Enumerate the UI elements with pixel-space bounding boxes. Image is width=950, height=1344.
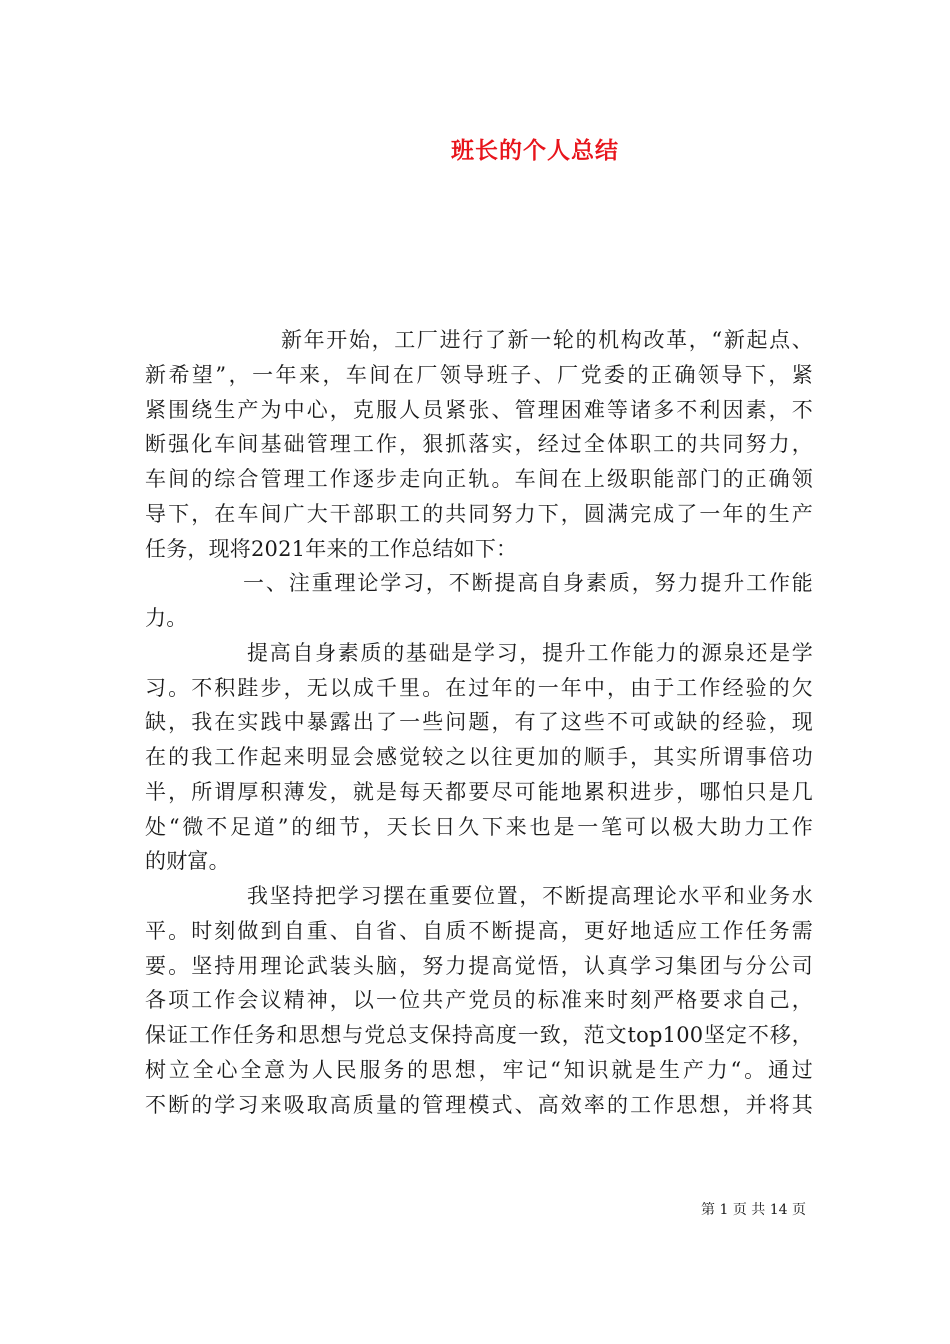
paragraph-line: 平。时刻做到自重、自省、自质不断提高，更好地适应工作任务需 xyxy=(145,918,813,943)
paragraph-line: 车间的综合管理工作逐步走向正轨。车间在上级职能部门的正确领 xyxy=(145,467,813,491)
paragraph-line: 半，所谓厚积薄发，就是每天都要尽可能地累积进步，哪怕只是几 xyxy=(145,779,813,804)
section-heading-line: 一、注重理论学习，不断提高自身素质，努力提升工作能 xyxy=(243,571,813,596)
paragraph-line: 断强化车间基础管理工作，狠抓落实，经过全体职工的共同努力， xyxy=(145,432,813,457)
document-title: 班长的个人总结 xyxy=(451,137,619,164)
paragraph-line: 的财富。 xyxy=(145,849,230,874)
paragraph-line: 习。不积跬步，无以成千里。在过年的一年中，由于工作经验的欠 xyxy=(145,675,813,700)
paragraph-line: 我坚持把学习摆在重要位置，不断提高理论水平和业务水 xyxy=(247,884,813,908)
paragraph-line: 提高自身素质的基础是学习，提升工作能力的源泉还是学 xyxy=(247,640,813,665)
paragraph-line: 缺，我在实践中暴露出了一些问题，有了这些不可或缺的经验，现 xyxy=(145,710,813,735)
paragraph-line: 要。坚持用理论武装头脑，努力提高觉悟，认真学习集团与分公司 xyxy=(145,953,813,978)
paragraph-line: 新年开始，工厂进行了新一轮的机构改革，“新起点、 xyxy=(281,328,813,352)
paragraph-line: 在的我工作起来明显会感觉较之以往更加的顺手，其实所谓事倍功 xyxy=(145,745,813,769)
section-heading-line: 力。 xyxy=(145,606,188,630)
paragraph-line: 紧围绕生产为中心，克服人员紧张、管理困难等诸多不利因素，不 xyxy=(145,397,813,422)
paragraph-line: 新希望”，一年来，车间在厂领导班子、厂党委的正确领导下，紧 xyxy=(145,362,813,387)
document-body xyxy=(145,323,813,1122)
paragraph-line: 处“微不足道”的细节，天长日久下来也是一笔可以极大助力工作 xyxy=(145,814,813,839)
paragraph-line: 保证工作任务和思想与党总支保持高度一致，范文top100坚定不移， xyxy=(145,1023,813,1047)
paragraph-line: 导下，在车间广大干部职工的共同努力下，圆满完成了一年的生产 xyxy=(145,501,813,526)
paragraph-line: 各项工作会议精神，以一位共产党员的标准来时刻严格要求自己， xyxy=(145,988,813,1013)
paragraph-line: 任务，现将2021年来的工作总结如下： xyxy=(145,536,518,561)
paragraph-line: 树立全心全意为人民服务的思想，牢记“知识就是生产力“。通过 xyxy=(145,1057,813,1082)
page-number: 第 1 页 共 14 页 xyxy=(701,1202,806,1218)
paragraph-line: 不断的学习来吸取高质量的管理模式、高效率的工作思想，并将其 xyxy=(145,1092,813,1117)
